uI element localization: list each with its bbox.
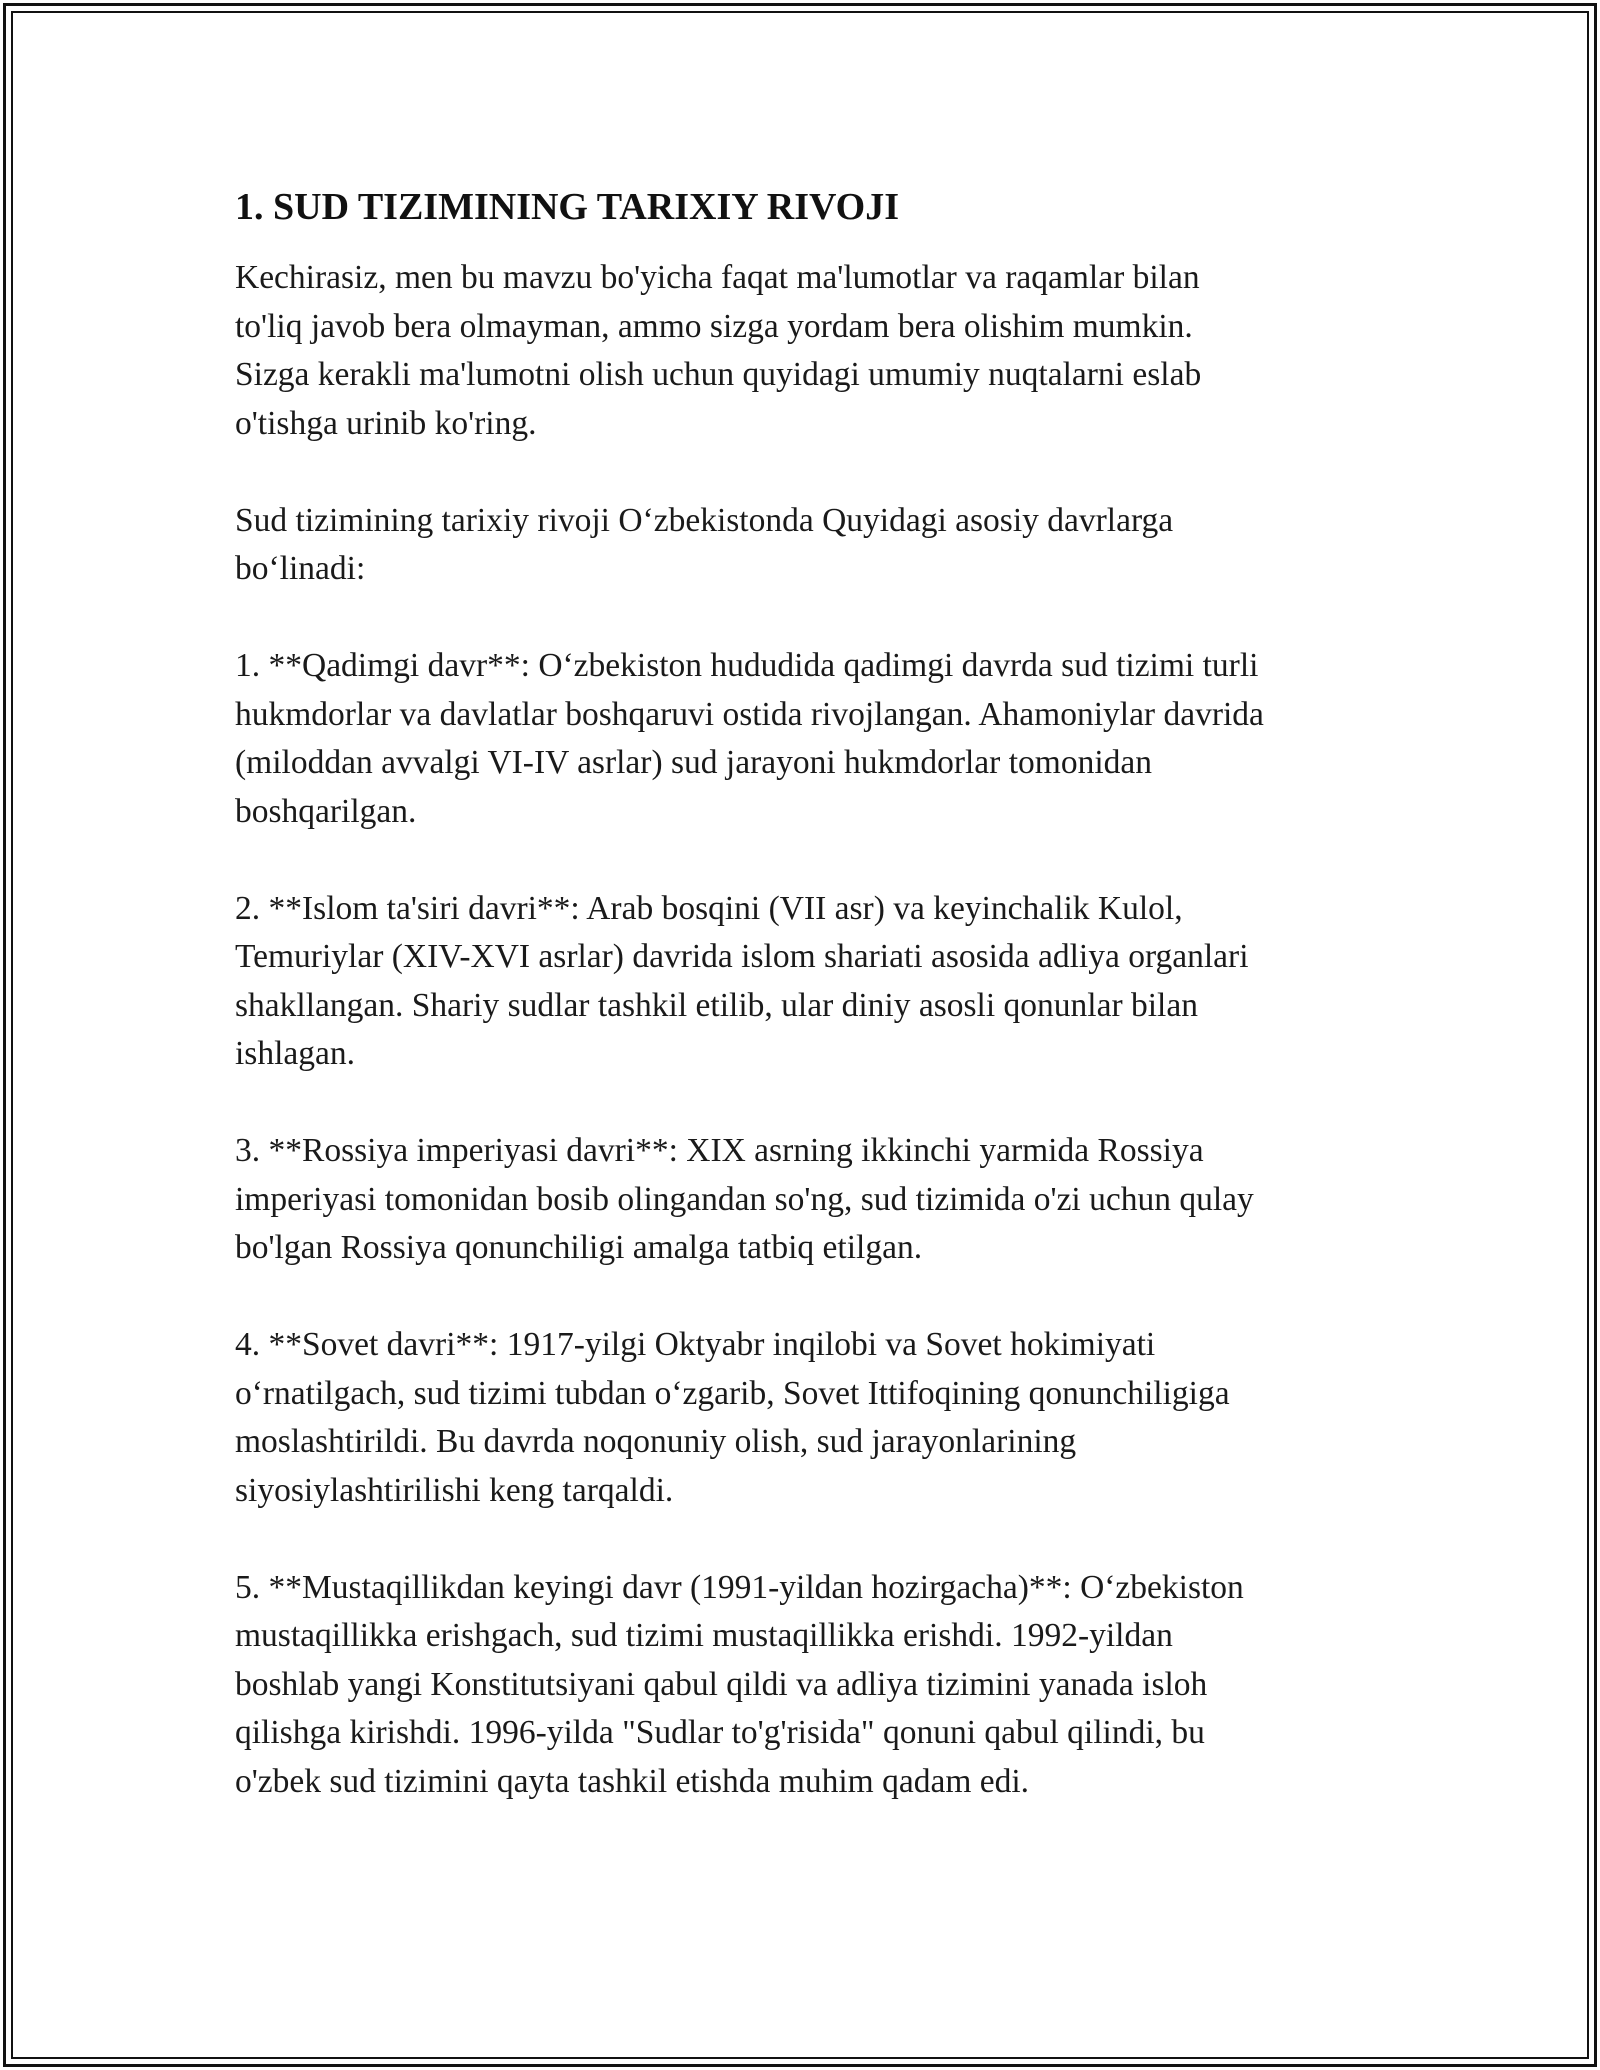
period-item-soviet: 4. **Sovet davri**: 1917-yilgi Oktyabr inqilobi va Sovet hokimiyati o‘rnatilgach, sud tizimi tubdan o‘zgarib, Sovet Ittifoqining qonunchiligiga moslashtirildi. Bu davrda noqonuniy olish, sud jarayonlarining siyosiylashtirilishi keng tarqaldi.	[235, 1326, 1230, 1509]
document-body	[235, 182, 1385, 1855]
period-item-ancient: 1. **Qadimgi davr**: O‘zbekiston hududida qadimgi davrda sud tizimi turli hukmdorlar va davlatlar boshqaruvi ostida rivojlangan. Ahamoniylar davrida (miloddan avvalgi VI-IV asrlar) sud jarayoni hukmdorlar tomonidan boshqarilgan.	[235, 647, 1264, 830]
period-item-russian-empire: 3. **Rossiya imperiyasi davri**: XIX asrning ikkinchi yarmida Rossiya imperiyasi tomonidan bosib olingandan so'ng, sud tizimida o'zi uchun qulay bo'lgan Rossiya qonunchiligi amalga tatbiq etilgan.	[235, 1132, 1254, 1266]
period-item-independence: 5. **Mustaqillikdan keyingi davr (1991-yildan hozirgacha)**: O‘zbekiston mustaqillikka erishgach, sud tizimi mustaqillikka erishdi. 1992-yildan boshlab yangi Konstitutsiyani qabul qildi va adliya tizimini yanada isloh qilishga kirishdi. 1996-yilda "Sudlar to'g'risida" qonuni qabul qilindi, bu o'zbek sud tizimini qayta tashkil etishda muhim qadam edi.	[235, 1568, 1244, 1800]
section-heading: 1. SUD TIZIMINING TARIXIY RIVOJI	[235, 186, 900, 228]
periods-intro-paragraph: Sud tizimining tarixiy rivoji O‘zbekistonda Quyidagi asosiy davrlarga bo‘linadi:	[235, 501, 1174, 587]
intro-paragraph: Kechirasiz, men bu mavzu bo'yicha faqat ma'lumotlar va raqamlar bilan to'liq javob bera olmayman, ammo sizga yordam bera olishim mumkin. Sizga kerakli ma'lumotni olish uchun quyidagi umumiy nuqtalarni eslab o'tishga urinib ko'ring.	[235, 259, 1202, 442]
period-item-islamic: 2. **Islom ta'siri davri**: Arab bosqini (VII asr) va keyinchalik Kulol, Temuriylar (XIV-XVI asrlar) davrida islom shariati asosida adliya organlari shakllangan. Shariy sudlar tashkil etilib, ular diniy asosli qonunlar bilan ishlagan.	[235, 889, 1249, 1072]
